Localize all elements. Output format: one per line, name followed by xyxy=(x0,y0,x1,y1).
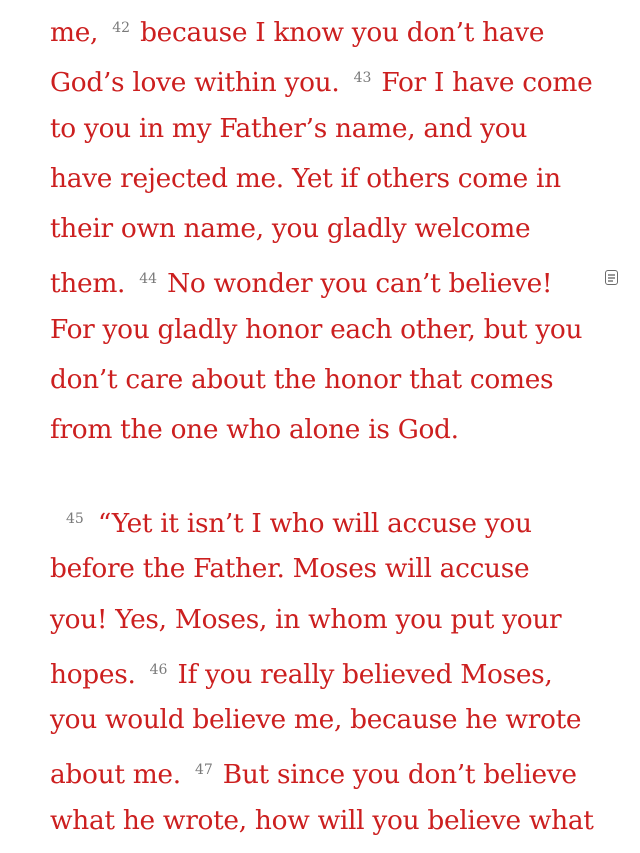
text-line xyxy=(50,3,592,53)
verse-text: them. xyxy=(50,268,134,300)
text-line xyxy=(50,544,594,594)
verse-text: about me. xyxy=(50,759,189,791)
text-line xyxy=(50,695,594,745)
verse-number: 44 xyxy=(139,271,158,288)
text-line xyxy=(50,254,592,304)
verse-text: “Yet it isn’t I who will accuse you xyxy=(97,508,532,539)
text-line xyxy=(50,796,594,846)
text-line xyxy=(50,595,594,645)
verse-text: me, xyxy=(50,17,107,48)
verse-number: 47 xyxy=(194,762,213,779)
text-line xyxy=(50,154,592,204)
verse-text: what he wrote, how will you believe what xyxy=(50,804,594,836)
verse-text: For you gladly honor each other, but you xyxy=(50,313,583,345)
text-line xyxy=(50,305,592,355)
paragraph-2 xyxy=(50,494,594,846)
verse-text: For I have come xyxy=(381,67,593,99)
verse-text: don’t care about the honor that comes xyxy=(50,364,554,396)
verse-text: their own name, you gladly welcome xyxy=(50,213,531,245)
verse-text: before the Father. Moses will accuse xyxy=(50,553,530,585)
verse-text: from the one who alone is God. xyxy=(50,414,459,446)
text-line xyxy=(50,204,592,254)
verse-text: you! Yes, Moses, in whom you put your xyxy=(50,603,562,635)
verse-number: 42 xyxy=(112,20,131,36)
verse-text: God’s love within you. xyxy=(50,67,348,99)
verse-text: to you in my Father’s name, and you xyxy=(50,112,528,144)
text-line xyxy=(50,645,594,695)
verse-text: If you really believed Moses, xyxy=(177,658,553,690)
text-line xyxy=(50,355,592,405)
verse-number: 46 xyxy=(149,661,168,678)
text-line xyxy=(50,405,592,455)
paragraph-1 xyxy=(50,3,592,456)
verse-number: 45 xyxy=(66,511,84,527)
verse-text: hopes. xyxy=(50,658,144,690)
verse-text: No wonder you can’t believe! xyxy=(167,268,553,300)
verse-text: you would believe me, because he wrote xyxy=(50,704,582,736)
text-line xyxy=(50,104,592,154)
text-line xyxy=(50,53,592,103)
note-icon[interactable] xyxy=(605,270,618,285)
verse-text: But since you don’t believe xyxy=(222,759,577,791)
verse-number: 43 xyxy=(353,70,372,87)
verse-text: because I know you don’t have xyxy=(140,17,545,48)
verse-text: have rejected me. Yet if others come in xyxy=(50,162,561,194)
text-line xyxy=(50,494,594,544)
text-line xyxy=(50,745,594,795)
